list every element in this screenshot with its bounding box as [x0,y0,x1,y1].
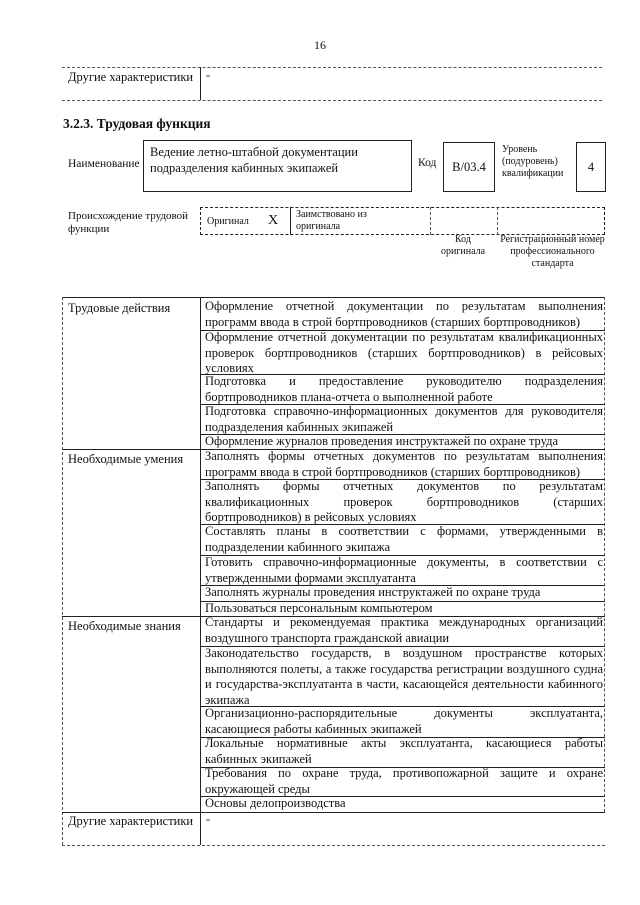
labor-action-item: Подготовка справочно-информационных документов для руководителя подразделения кабинных экипажей [205,404,603,434]
labor-action-item: Подготовка и предоставление руководителю подразделения бортпроводников плана-отчета о выполненной работе [205,374,603,404]
labor-actions-label: Трудовые действия [68,301,171,315]
knowledge-item: Стандарты и рекомендуемая практика международных организаций воздушного транспорта гражданской авиации [205,615,603,645]
origin-label: Происхождение трудовой функции [68,210,189,235]
bottom-other-label: Другие характеристики [68,814,194,828]
top-other-value: - [206,68,211,82]
name-label: Наименование [68,158,140,170]
skill-item: Заполнять журналы проведения инструктажей по охране труда [205,585,541,599]
skill-item: Заполнять формы отчетных документов по результатам выполнения программ ввода в строй бортпроводников (старших бортпроводников) [205,449,603,479]
skill-item: Готовить справочно-информационные документы, в соответствии с утвержденными формами эксплуатанта [205,555,603,585]
top-other-label: Другие характеристики [68,70,194,84]
code-label: Код [418,157,437,169]
code-original-caption: Код оригинала [440,234,486,257]
knowledge-item: Законодательство государств, в воздушном пространстве которых выполняются полеты, а также государства регистрации воздушного судна и государства-эксплуатанта в части, касающейся деятельности кабинного экипажа [205,646,603,707]
knowledge-item: Основы делопроизводства [205,796,346,810]
labor-action-item: Оформление отчетной документации по результатам квалификационных проверок бортпроводников (старших бортпроводников) в рейсовых условиях [205,330,603,375]
section-title: 3.2.3. Трудовая функция [63,116,211,131]
knowledge-item: Локальные нормативные акты эксплуатанта, касающиеся работы кабинных экипажей [205,736,603,766]
knowledge-item: Организационно-распорядительные документы эксплуатанта, касающиеся работы кабинных экипажей [205,706,603,736]
knowledge-item: Требования по охране труда, противопожарной защите и охране окружающей среды [205,766,603,796]
original-label: Оригинал [207,216,249,227]
skill-item: Пользоваться персональным компьютером [205,601,433,615]
borrowed-label: Заимствовано из оригинала [296,209,367,232]
skill-item: Составлять планы в соответствии с формами, утвержденными в подразделении кабинного экипажа [205,524,603,554]
original-mark: X [268,213,279,228]
bottom-other-value: - [206,812,211,826]
page-number: 16 [314,38,326,52]
level-label: Уровень (подуровень) квалификации [502,144,564,179]
name-value: Ведение летно-штабной документации подразделения кабинных экипажей [150,145,358,175]
labor-action-item: Оформление журналов проведения инструктажей по охране труда [205,434,559,448]
labor-action-item: Оформление отчетной документации по результатам выполнения программ ввода в строй бортпроводников (старших бортпроводников) [205,299,603,329]
skills-label: Необходимые умения [68,452,184,466]
skill-item: Заполнять формы отчетных документов по результатам квалификационных проверок бортпроводников (старших бортпроводников) в рейсовых условиях [205,479,603,524]
code-value: B/03.4 [452,160,486,174]
level-value: 4 [587,160,595,174]
reg-number-caption: Регистрационный номер профессионального стандарта [500,234,605,269]
knowledge-label: Необходимые знания [68,619,181,633]
